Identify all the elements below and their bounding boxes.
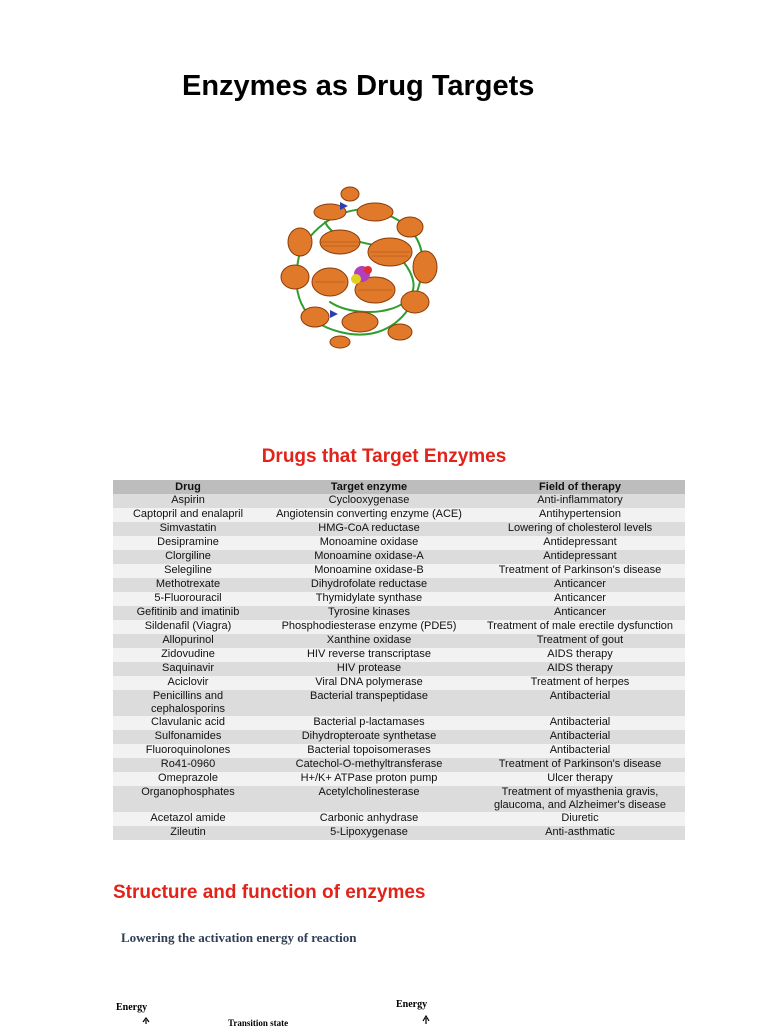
right-axis-arrow	[423, 1016, 429, 1024]
cell-field-of-therapy: Antibacterial	[475, 744, 685, 758]
table-row	[113, 744, 685, 758]
table-row	[113, 550, 685, 564]
cell-target-enzyme: H+/K+ ATPase proton pump	[263, 772, 475, 786]
enzyme-structure-image	[270, 182, 460, 357]
cell-drug: Acetazol amide	[113, 812, 263, 826]
table-title: Drugs that Target Enzymes	[261, 446, 507, 467]
cell-field-of-therapy: Treatment of herpes	[475, 676, 685, 690]
table-row	[113, 662, 685, 676]
table-row	[113, 786, 685, 812]
column-header-field-of-therapy: Field of therapy	[475, 480, 685, 494]
cell-drug: Zileutin	[113, 826, 263, 840]
cell-field-of-therapy: Lowering of cholesterol levels	[475, 522, 685, 536]
cell-target-enzyme: 5-Lipoxygenase	[263, 826, 475, 840]
energy-diagram	[0, 990, 768, 1024]
table-row	[113, 716, 685, 730]
table-row	[113, 648, 685, 662]
table-row	[113, 606, 685, 620]
section-title: Structure and function of enzymes	[113, 882, 426, 903]
left-axis-arrow	[143, 1018, 149, 1024]
right-energy-axis-label: Energy	[396, 999, 428, 1010]
table-row	[113, 522, 685, 536]
table-row	[113, 634, 685, 648]
cell-target-enzyme: Bacterial p-lactamases	[263, 716, 475, 730]
cell-target-enzyme: Viral DNA polymerase	[263, 676, 475, 690]
cell-target-enzyme: HIV protease	[263, 662, 475, 676]
cell-drug: Methotrexate	[113, 578, 263, 592]
cell-drug: Clavulanic acid	[113, 716, 263, 730]
table-row	[113, 730, 685, 744]
cell-target-enzyme: Thymidylate synthase	[263, 592, 475, 606]
cell-drug: Fluoroquinolones	[113, 744, 263, 758]
cell-field-of-therapy: Antibacterial	[475, 690, 685, 716]
page-title: Enzymes as Drug Targets	[182, 70, 535, 102]
table-row	[113, 564, 685, 578]
cell-drug: Zidovudine	[113, 648, 263, 662]
cell-drug: Clorgiline	[113, 550, 263, 564]
transition-state-label: Transition state	[228, 1018, 289, 1028]
cell-drug: Desipramine	[113, 536, 263, 550]
cell-field-of-therapy: Anticancer	[475, 606, 685, 620]
cell-field-of-therapy: Treatment of Parkinson's disease	[475, 758, 685, 772]
column-header-target-enzyme: Target enzyme	[263, 480, 475, 494]
cell-field-of-therapy: Anti-inflammatory	[475, 494, 685, 508]
cell-drug: Selegiline	[113, 564, 263, 578]
section-subtitle: Lowering the activation energy of reaction	[121, 930, 357, 945]
cell-field-of-therapy: Diuretic	[475, 812, 685, 826]
cell-field-of-therapy: Anticancer	[475, 592, 685, 606]
cell-field-of-therapy: Treatment of male erectile dysfunction	[475, 620, 685, 634]
cell-field-of-therapy: Anticancer	[475, 578, 685, 592]
cell-field-of-therapy: Antidepressant	[475, 536, 685, 550]
table-row	[113, 508, 685, 522]
cell-target-enzyme: Monoamine oxidase-A	[263, 550, 475, 564]
cell-target-enzyme: Monoamine oxidase	[263, 536, 475, 550]
cell-target-enzyme: Cyclooxygenase	[263, 494, 475, 508]
cell-drug: Allopurinol	[113, 634, 263, 648]
cell-field-of-therapy: Treatment of myasthenia gravis, glaucoma, and Alzheimer's disease	[475, 786, 685, 812]
cell-field-of-therapy: Antibacterial	[475, 730, 685, 744]
table-row	[113, 620, 685, 634]
cell-drug: Omeprazole	[113, 772, 263, 786]
cell-field-of-therapy: Anti-asthmatic	[475, 826, 685, 840]
cell-drug: Gefitinib and imatinib	[113, 606, 263, 620]
cell-target-enzyme: HMG-CoA reductase	[263, 522, 475, 536]
cell-drug: Sulfonamides	[113, 730, 263, 744]
table-body	[113, 494, 685, 840]
table-row	[113, 494, 685, 508]
cell-field-of-therapy: Treatment of Parkinson's disease	[475, 564, 685, 578]
column-header-drug: Drug	[113, 480, 263, 494]
cell-target-enzyme: Acetylcholinesterase	[263, 786, 475, 812]
table-row	[113, 772, 685, 786]
cell-drug: 5-Fluorouracil	[113, 592, 263, 606]
table-row	[113, 758, 685, 772]
table-row	[113, 536, 685, 550]
cell-drug: Organophosphates	[113, 786, 263, 812]
cell-target-enzyme: Bacterial topoisomerases	[263, 744, 475, 758]
cell-drug: Captopril and enalapril	[113, 508, 263, 522]
cell-target-enzyme: Phosphodiesterase enzyme (PDE5)	[263, 620, 475, 634]
cell-target-enzyme: Dihydropteroate synthetase	[263, 730, 475, 744]
table-header-row	[113, 480, 685, 494]
drug-table	[113, 480, 685, 840]
cell-field-of-therapy: AIDS therapy	[475, 662, 685, 676]
cell-drug: Ro41-0960	[113, 758, 263, 772]
cell-field-of-therapy: AIDS therapy	[475, 648, 685, 662]
cell-drug: Aspirin	[113, 494, 263, 508]
cell-drug: Saquinavir	[113, 662, 263, 676]
cell-target-enzyme: Catechol-O-methyltransferase	[263, 758, 475, 772]
cell-field-of-therapy: Antibacterial	[475, 716, 685, 730]
cell-target-enzyme: Xanthine oxidase	[263, 634, 475, 648]
cell-target-enzyme: Dihydrofolate reductase	[263, 578, 475, 592]
cell-drug: Penicillins and cephalosporins	[113, 690, 263, 716]
cell-drug: Aciclovir	[113, 676, 263, 690]
left-energy-axis-label: Energy	[116, 1002, 148, 1013]
table-row	[113, 592, 685, 606]
cell-target-enzyme: Monoamine oxidase-B	[263, 564, 475, 578]
table-row	[113, 690, 685, 716]
cell-drug: Sildenafil (Viagra)	[113, 620, 263, 634]
cell-field-of-therapy: Treatment of gout	[475, 634, 685, 648]
cell-target-enzyme: HIV reverse transcriptase	[263, 648, 475, 662]
table-row	[113, 812, 685, 826]
cell-field-of-therapy: Antihypertension	[475, 508, 685, 522]
cell-field-of-therapy: Antidepressant	[475, 550, 685, 564]
table-row	[113, 676, 685, 690]
cell-target-enzyme: Tyrosine kinases	[263, 606, 475, 620]
cell-target-enzyme: Carbonic anhydrase	[263, 812, 475, 826]
table-row	[113, 826, 685, 840]
table-row	[113, 578, 685, 592]
cell-drug: Simvastatin	[113, 522, 263, 536]
cell-field-of-therapy: Ulcer therapy	[475, 772, 685, 786]
cell-target-enzyme: Bacterial transpeptidase	[263, 690, 475, 716]
cell-target-enzyme: Angiotensin converting enzyme (ACE)	[263, 508, 475, 522]
